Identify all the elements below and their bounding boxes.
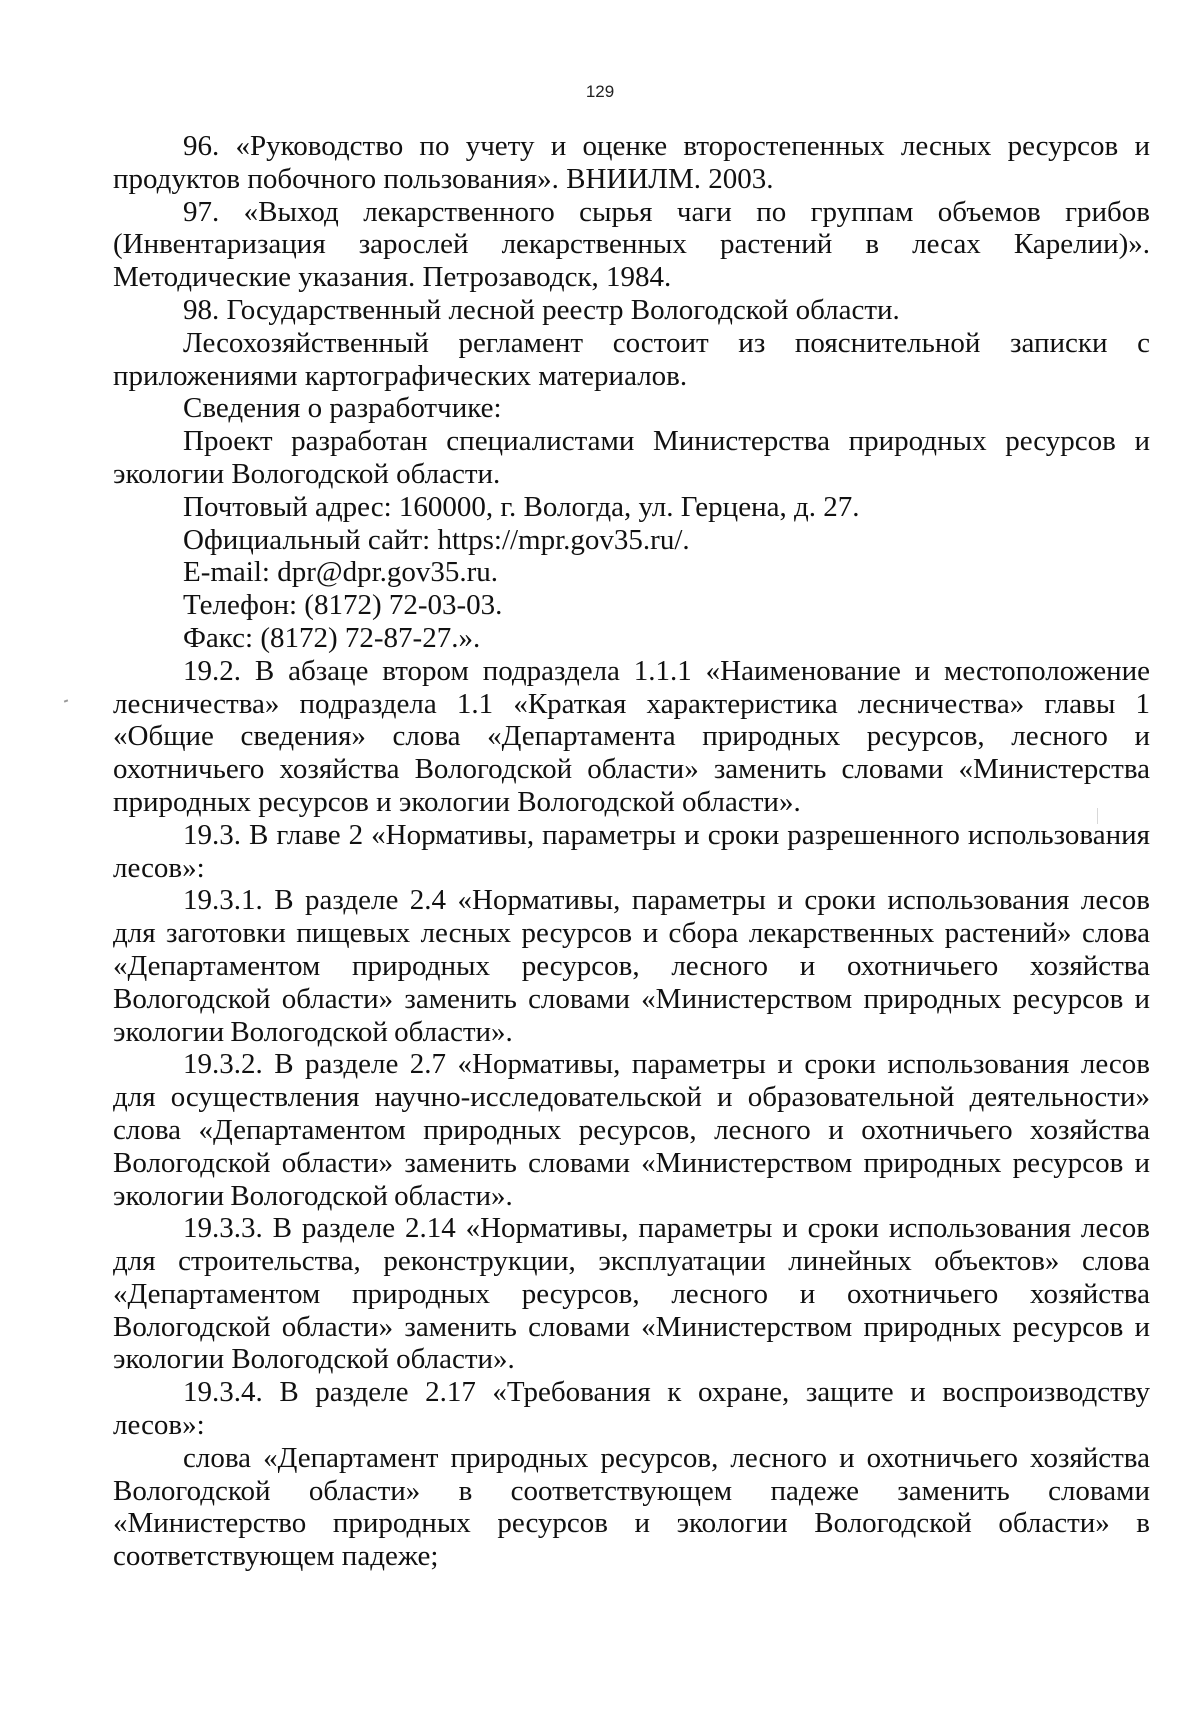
paragraph: слова «Департамент природных ресурсов, лесного и охотничьего хозяйства Вологодской области» в соответствующем падеже заменить словами «Министерство природных ресурсов и экологии Вологодской области» в соответствующем падеже;	[113, 1441, 1150, 1573]
paragraph: 19.3.4. В разделе 2.17 «Требования к охране, защите и воспроизводству лесов»:	[113, 1376, 1150, 1442]
paragraph: 96. «Руководство по учету и оценке второстепенных лесных ресурсов и продуктов побочного пользования». ВНИИЛМ. 2003.	[113, 130, 1150, 195]
paragraph: 19.3.3. В разделе 2.14 «Нормативы, параметры и сроки использования лесов для строительства, реконструкции, эксплуатации линейных объектов» слова «Департаментом природных ресурсов, лесного и охотничьего хозяйства Вологодской области» заменить словами «Министерством природных ресурсов и экологии Вологодской области».	[113, 1212, 1150, 1376]
paragraph: E-mail: dpr@dpr.gov35.ru.	[183, 556, 499, 589]
paragraph: Почтовый адрес: 160000, г. Вологда, ул. Герцена, д. 27.	[183, 490, 860, 523]
paragraph: 98. Государственный лесной реестр Вологодской области.	[183, 293, 900, 326]
paragraph: 19.3.2. В разделе 2.7 «Нормативы, параметры и сроки использования лесов для осуществления научно-исследовательской и образовательной деятельности» слова «Департаментом природных ресурсов, лесного и охотничьего хозяйства Вологодской области» заменить словами «Министерством природных ресурсов и экологии Вологодской области».	[113, 1048, 1150, 1212]
document-body	[113, 130, 1150, 1573]
paragraph: Проект разработан специалистами Министерства природных ресурсов и экологии Вологодской области.	[113, 425, 1150, 490]
paragraph: Телефон: (8172) 72-03-03.	[183, 589, 503, 622]
paragraph: 97. «Выход лекарственного сырья чаги по группам объемов грибов (Инвентаризация зарослей лекарственных растений в лесах Карелии)». Методические указания. Петрозаводск, 1984.	[113, 195, 1150, 294]
scan-artifact	[64, 699, 68, 702]
page-number: 129	[585, 82, 615, 101]
paragraph: 19.3.1. В разделе 2.4 «Нормативы, параметры и сроки использования лесов для заготовки пищевых лесных ресурсов и сбора лекарственных растений» слова «Департаментом природных ресурсов, лесного и охотничьего хозяйства Вологодской области» заменить словами «Министерством природных ресурсов и экологии Вологодской области».	[113, 884, 1150, 1048]
paragraph: Лесохозяйственный регламент состоит из пояснительной записки с приложениями картографических материалов.	[113, 326, 1150, 392]
paragraph: Официальный сайт: https://mpr.gov35.ru/.	[183, 523, 690, 556]
paragraph: 19.3. В главе 2 «Нормативы, параметры и сроки разрешенного использования лесов»:	[113, 818, 1150, 884]
paragraph: Факс: (8172) 72-87-27.».	[183, 621, 481, 654]
paragraph: Сведения о разработчике:	[183, 392, 502, 425]
paragraph: 19.2. В абзаце втором подраздела 1.1.1 «Наименование и местоположение лесничества» подраздела 1.1 «Краткая характеристика лесничества» главы 1 «Общие сведения» слова «Департамента природных ресурсов, лесного и охотничьего хозяйства Вологодской области» заменить словами «Министерства природных ресурсов и экологии Вологодской области».	[113, 654, 1150, 818]
